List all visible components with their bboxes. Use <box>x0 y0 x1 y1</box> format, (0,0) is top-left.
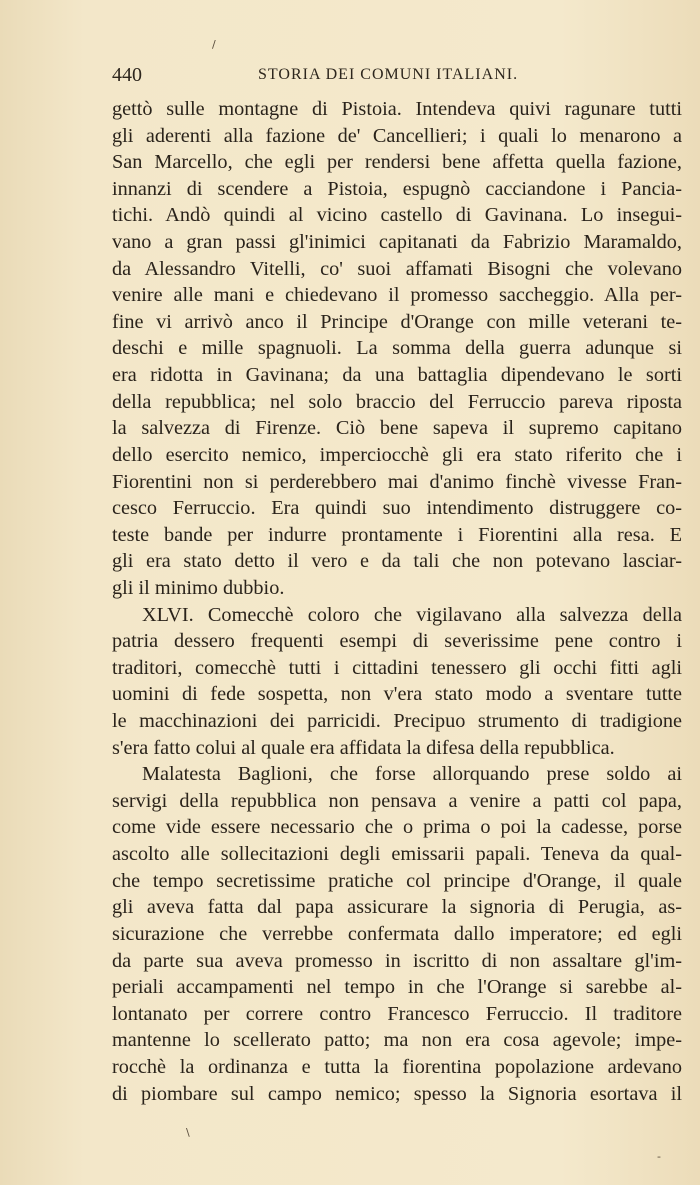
text-line: gli era stato detto il vero e da tali che non potevano lasciar- <box>112 550 682 573</box>
text-line: sicurazione che verrebbe confermata dallo imperatore; ed egli <box>112 922 682 945</box>
text-line: da parte sua aveva promesso in iscritto di non assaltare gl'im- <box>112 949 682 972</box>
ink-speck: / <box>212 38 216 51</box>
text-line: San Marcello, che egli per rendersi bene affetta quella fazione, <box>112 151 682 174</box>
text-line: gli il minimo dubbio. <box>112 576 285 599</box>
text-line: la salvezza di Firenze. Ciò bene sapeva il supremo capitano <box>112 417 682 440</box>
text-line: teste bande per indurre prontamente i Fiorentini alla resa. E <box>112 523 682 546</box>
text-line: tichi. Andò quindi al vicino castello di Gavinana. Lo insegui- <box>112 204 682 227</box>
text-line: le macchinazioni dei parricidi. Precipuo strumento di tradigione <box>112 710 682 733</box>
text-line: vano a gran passi gl'inimici capitanati da Fabrizio Maramaldo, <box>112 231 682 254</box>
text-line: gettò sulle montagne di Pistoia. Intendeva quivi ragunare tutti <box>112 98 682 120</box>
ink-speck: - <box>657 1150 661 1163</box>
body-text <box>112 96 682 1107</box>
text-line: della repubblica; nel solo braccio del Ferruccio pareva riposta <box>112 390 682 413</box>
text-line: rocchè la ordinanza e tutta la fiorentina popolazione ardevano <box>112 1055 682 1078</box>
text-line: cesco Ferruccio. Era quindi suo intendimento distruggere co- <box>112 497 682 520</box>
text-line: come vide essere necessario che o prima o poi la cadesse, porse <box>112 816 682 839</box>
text-line: che tempo secretissime pratiche col principe d'Orange, il quale <box>112 869 682 892</box>
text-line: patria dessero frequenti esempi di severissime pene contro i <box>112 630 682 653</box>
text-line: servigi della repubblica non pensava a venire a patti col papa, <box>112 789 682 812</box>
text-line: Fiorentini non si perderebbero mai d'animo finchè vivesse Fran- <box>112 470 682 493</box>
paragraph <box>112 602 682 762</box>
text-line: fine vi arrivò anco il Principe d'Orange con mille veterani te- <box>112 310 682 333</box>
text-line: s'era fatto colui al quale era affidata la difesa della repubblica. <box>112 736 615 759</box>
text-line: innanzi di scendere a Pistoia, espugnò cacciandone i Pancia- <box>112 177 682 200</box>
text-line: dello esercito nemico, imperciocchè gli era stato riferito che i <box>112 443 682 466</box>
paragraph <box>112 96 682 602</box>
text-line: lontanato per correre contro Francesco Ferruccio. Il traditore <box>112 1002 682 1025</box>
text-line: gli aderenti alla fazione de' Cancellieri; i quali lo menarono a <box>112 124 682 147</box>
running-title: STORIA DEI COMUNI ITALIANI. <box>258 66 519 83</box>
page-header <box>112 64 552 88</box>
text-line: ascolto alle sollecitazioni degli emissarii papali. Teneva da qual- <box>112 843 682 866</box>
text-line: uomini di fede sospetta, non v'era stato modo a sventare tutte <box>112 683 682 706</box>
text-line: di piombare sul campo nemico; spesso la Signoria esortava il <box>112 1082 682 1105</box>
text-line: era ridotta in Gavinana; da una battaglia dipendevano le sorti <box>112 364 682 387</box>
text-line: traditori, comecchè tutti i cittadini tenessero gli occhi fitti agli <box>112 656 682 679</box>
ink-speck: \ <box>186 1126 190 1139</box>
text-line: deschi e mille spagnuoli. La somma della guerra adunque si <box>112 337 682 360</box>
text-line: da Alessandro Vitelli, co' suoi affamati Bisogni che volevano <box>112 257 682 280</box>
paragraph <box>112 761 682 1107</box>
text-line: venire alle mani e chiedevano il promesso saccheggio. Alla per- <box>112 284 682 307</box>
text-line: Malatesta Baglioni, che forse allorquando prese soldo ai <box>142 763 682 786</box>
text-line: gli aveva fatta dal papa assicurare la signoria di Perugia, as- <box>112 896 682 919</box>
text-line: mantenne lo scellerato patto; ma non era cosa agevole; impe- <box>112 1029 682 1052</box>
text-line: XLVI. Comecchè coloro che vigilavano alla salvezza della <box>142 603 682 626</box>
page-number: 440 <box>112 64 142 86</box>
text-line: periali accampamenti nel tempo in che l'Orange si sarebbe al- <box>112 976 682 999</box>
